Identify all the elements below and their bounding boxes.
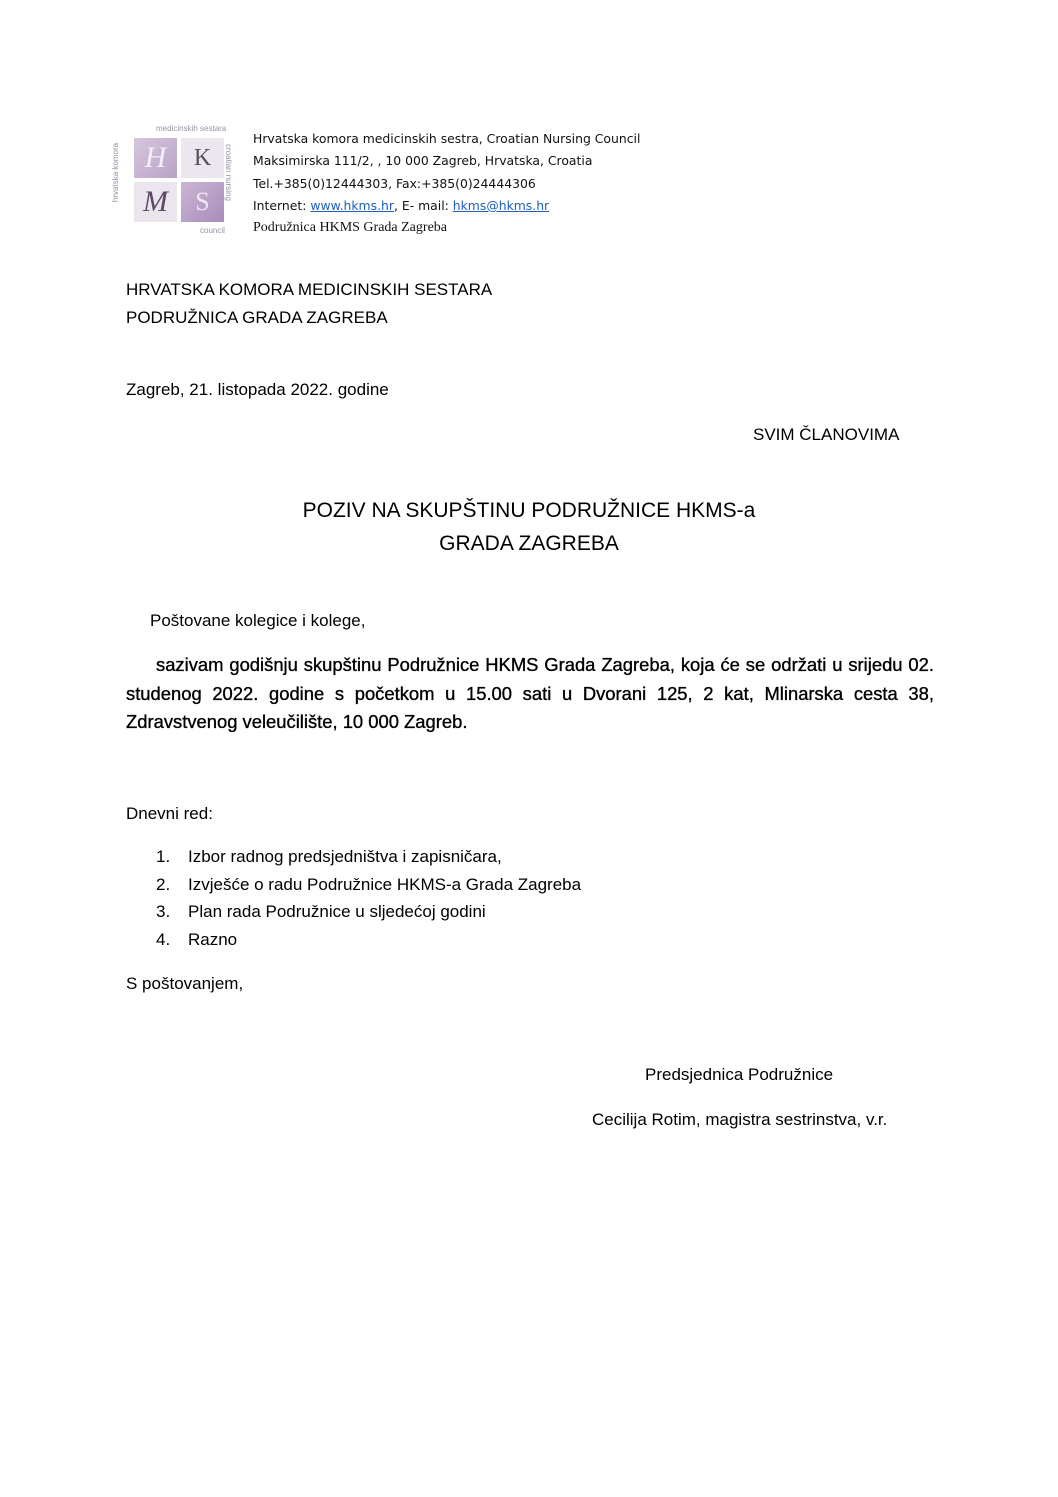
document-title	[0, 494, 1058, 560]
recipient: SVIM ČLANOVIMA	[753, 425, 900, 444]
email-label: , E- mail:	[393, 197, 453, 213]
greeting: Poštovane kolegice i kolege,	[150, 611, 366, 630]
hkms-logo	[111, 120, 240, 238]
signature-name: Cecilija Rotim, magistra sestrinstva, v.r.	[592, 1110, 888, 1129]
signature-role: Predsjednica Podružnice	[645, 1065, 834, 1084]
document-date: Zagreb, 21. listopada 2022. godine	[126, 380, 389, 399]
org-name: HRVATSKA KOMORA MEDICINSKIH SESTARA	[126, 280, 493, 299]
title-line-2: GRADA ZAGREBA	[439, 532, 619, 555]
letterhead-contacts	[253, 195, 640, 217]
agenda-item-number: 1.	[156, 847, 171, 866]
agenda-item-number: 3.	[156, 902, 171, 921]
logo-text-top: medicinskih sestara	[156, 124, 227, 133]
agenda-item-text: Plan rada Podružnice u sljedećoj godini	[188, 902, 486, 921]
agenda-item	[126, 871, 581, 899]
org-branch: PODRUŽNICA GRADA ZAGREBA	[126, 308, 388, 327]
internet-label: Internet:	[253, 197, 311, 213]
agenda-item-text: Razno	[188, 929, 238, 949]
agenda-item-text: Izbor radnog predsjedništva i zapisničara,	[188, 847, 502, 866]
invitation-paragraph: sazivam godišnju skupštinu Podružnice HKMS Grada Zagreba, koja će se održati u srijedu 02. studenog 2022. godine s početkom u 15.00 sati u Dvorani 125, 2 kat, Mlinarska cesta 38, Zdravstvenog veleučilište, 10 000 Zagreb.	[126, 654, 934, 732]
logo-text-right: croatian nursing	[223, 144, 233, 201]
agenda-heading: Dnevni red:	[126, 804, 213, 823]
letterhead	[253, 128, 640, 239]
logo-tile-s: S	[181, 182, 224, 222]
website-link[interactable]: www.hkms.hr	[310, 197, 394, 213]
letterhead-address: Maksimirska 111/2, , 10 000 Zagreb, Hrvatska, Croatia	[253, 153, 593, 169]
agenda-item	[126, 843, 581, 871]
logo-tile-k: K	[181, 138, 224, 178]
title-line-1: POZIV NA SKUPŠTINU PODRUŽNICE HKMS-a	[302, 499, 756, 522]
letterhead-branch: Podružnica HKMS Grada Zagreba	[253, 220, 447, 236]
email-link[interactable]: hkms@hkms.hr	[452, 197, 550, 213]
logo-tile-h: H	[134, 138, 177, 178]
agenda-list	[126, 843, 581, 953]
sender-organization	[126, 276, 492, 332]
closing: S poštovanjem,	[126, 974, 244, 993]
logo-tile-m: M	[134, 182, 177, 222]
agenda-item-number: 4.	[156, 929, 171, 949]
agenda-item-number: 2.	[156, 874, 171, 894]
logo-text-left: hrvatska komora	[111, 142, 121, 203]
letterhead-phone: Tel.+385(0)12444303, Fax:+385(0)24444306	[253, 175, 536, 191]
letterhead-org: Hrvatska komora medicinskih sestra, Croatian Nursing Council	[253, 131, 641, 146]
logo-text-bottom: council	[200, 226, 225, 235]
agenda-item-text: Izvješće o radu Podružnice HKMS-a Grada Zagreba	[188, 874, 582, 894]
agenda-item	[126, 898, 581, 926]
agenda-item	[126, 926, 581, 954]
